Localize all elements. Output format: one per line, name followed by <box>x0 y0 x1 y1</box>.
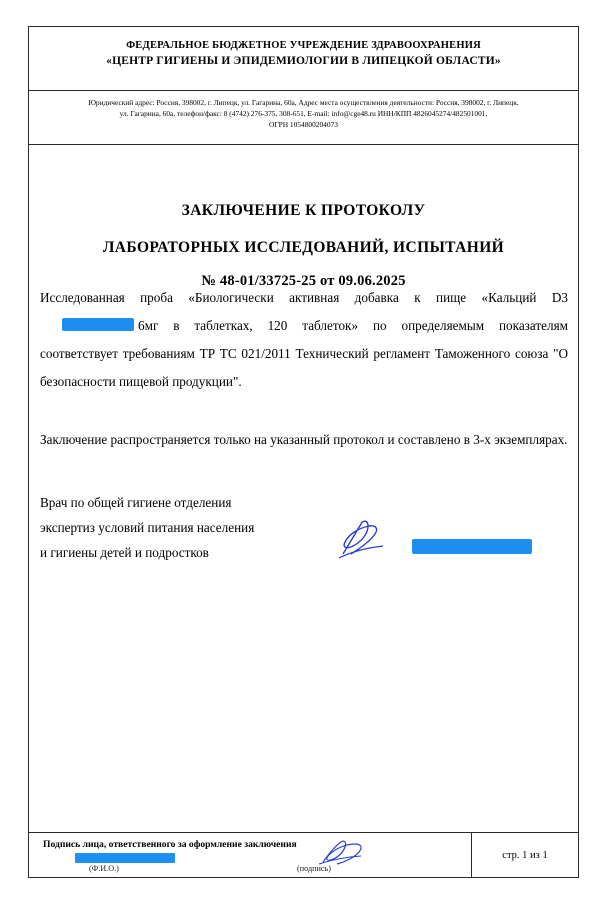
signatory-line-1: Врач по общей гигиене отделения <box>40 495 232 510</box>
body-paragraph-1-part-1: Исследованная проба «Биологически активная добавка к пище «Кальций D3 <box>40 290 568 305</box>
footer-signature-cell <box>29 833 472 878</box>
document-title <box>40 200 567 291</box>
footer-caption: Подпись лица, ответственного за оформление заключения <box>43 839 297 850</box>
document-body <box>40 284 568 454</box>
page-number-label: стр. 1 из 1 <box>502 850 548 861</box>
footer-signature-label: (подпись) <box>297 864 331 873</box>
signatory-line-3: и гигиены детей и подростков <box>40 545 209 560</box>
document-footer <box>29 832 578 877</box>
address-line-2: ул. Гагарина, 60а, телефон/факс: 8 (4742) 276-375, 308-651, E-mail: info@cge48.ru ИНН/КПП 4826045274/482501001, <box>119 108 488 118</box>
body-paragraph-1-part-2: 6мг в таблетках, 120 таблеток» по определяемым показателям соответствует требованиям ТР ТС 021/2011 Технический регламент Таможенного союза "О безопасности пищевой продукции". <box>40 318 568 389</box>
footer-page-cell <box>472 833 578 878</box>
signatory-line-2-row <box>40 515 568 540</box>
redaction-block-footer-name <box>75 853 175 863</box>
redaction-block-signatory-name <box>412 539 532 554</box>
title-line-2: ЛАБОРАТОРНЫХ ИССЛЕДОВАНИЙ, ИСПЫТАНИЙ <box>102 239 505 256</box>
organization-line-1: ФЕДЕРАЛЬНОЕ БЮДЖЕТНОЕ УЧРЕЖДЕНИЕ ЗДРАВООХРАНЕНИЯ <box>126 40 481 51</box>
handwritten-signature-icon <box>335 518 395 560</box>
title-line-1: ЗАКЛЮЧЕНИЕ К ПРОТОКОЛУ <box>181 202 426 219</box>
signatory-line-2: экспертиз условий питания населения <box>40 520 255 535</box>
header-divider-bottom <box>29 144 578 145</box>
footer-fio-label: (Ф.И.О.) <box>89 864 119 873</box>
organization-address <box>36 98 571 130</box>
body-paragraph-1 <box>40 284 568 396</box>
body-paragraph-2: Заключение распространяется только на указанный протокол и составлено в 3-х экземплярах. <box>40 432 568 447</box>
header-divider-top <box>29 90 578 91</box>
organization-header <box>40 38 567 69</box>
address-line-3: ОГРН 1054800204073 <box>269 119 338 129</box>
document-number: № 48-01/33725-25 от 09.06.2025 <box>201 273 406 289</box>
address-line-1: Юридический адрес: Россия, 398002, г. Липецк, ул. Гагарина, 60а, Адрес места осуществления деятельности: Россия, 398002, г. Липецк, <box>88 98 519 107</box>
signatory-line-1-row <box>40 490 568 515</box>
redaction-block-product <box>62 318 134 331</box>
footer-handwritten-signature-icon <box>317 838 379 866</box>
organization-line-2: «ЦЕНТР ГИГИЕНЫ И ЭПИДЕМИОЛОГИИ В ЛИПЕЦКОЙ ОБЛАСТИ» <box>106 55 501 67</box>
